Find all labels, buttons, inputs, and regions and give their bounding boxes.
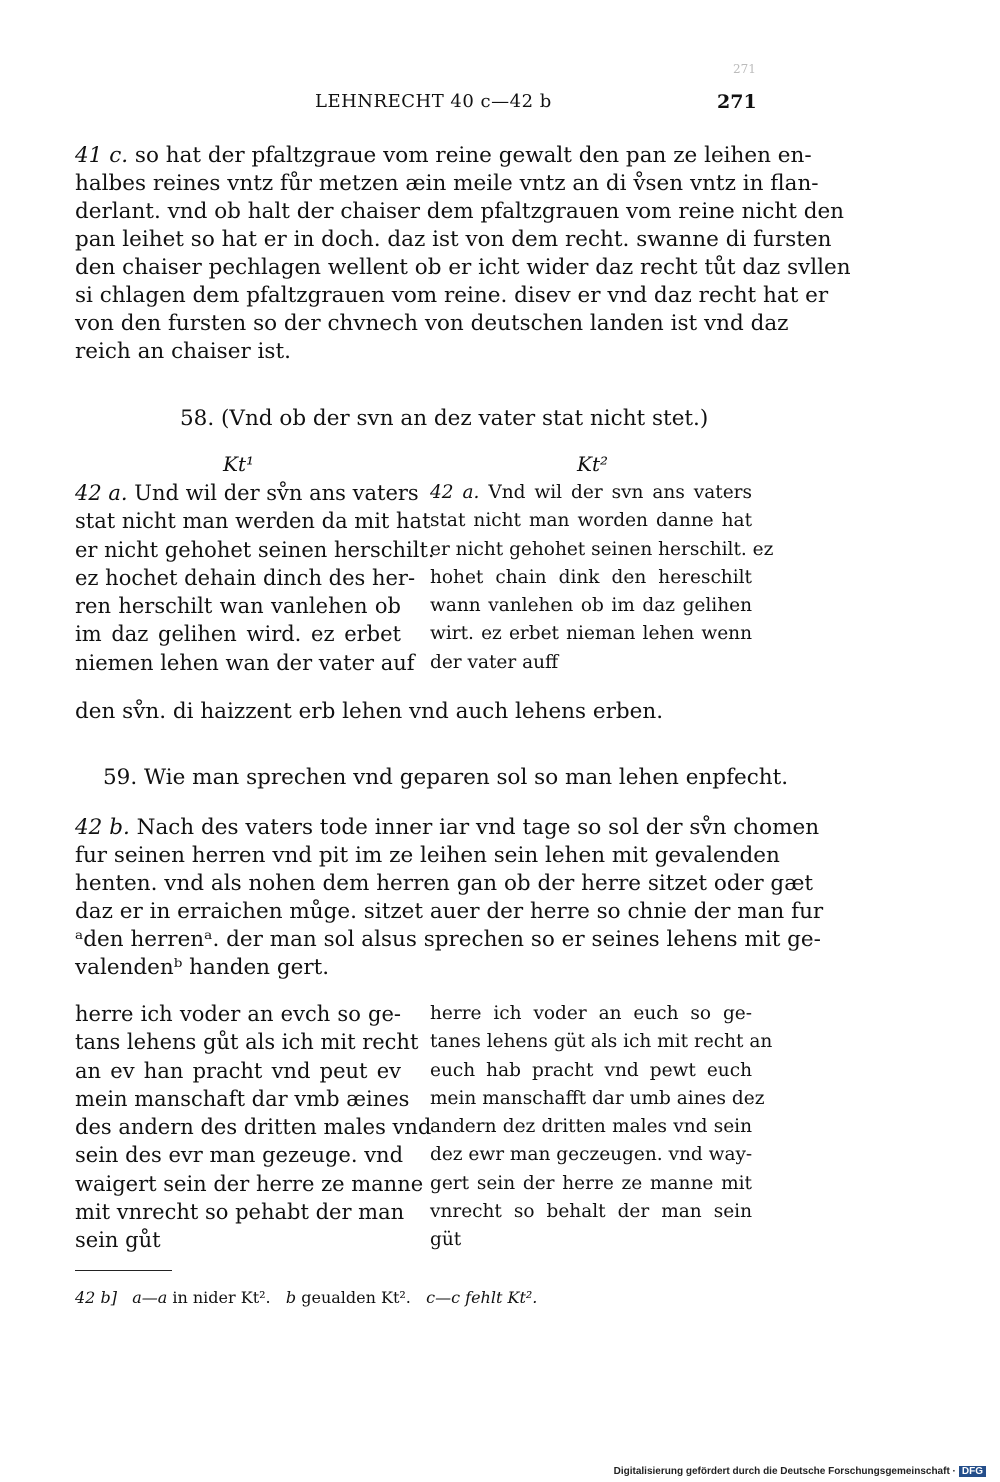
text-line: si chlagen dem pfaltzgrauen vom reine. disev er vnd daz recht hat er: [75, 283, 829, 308]
text-line: henten. vnd als nohen dem herren gan ob der herre sitzet oder gæt: [75, 871, 814, 896]
footnote-b-text: geualden Kt².: [296, 1288, 411, 1307]
text-line: 41 c. so hat der pfaltzgraue vom reine gewalt den pan ze leihen en-: [75, 143, 812, 168]
footnote-a-text: in nider Kt².: [167, 1288, 271, 1307]
text-line: reich an chaiser ist.: [75, 339, 291, 364]
siglum: 42 a.: [75, 481, 128, 505]
dfg-logo: DFG: [959, 1466, 986, 1477]
kt2-column-42a: 42 a. Vnd wil der svn ans vaters stat nicht man worden danne hat er nicht gehohet seinen herschilt. ez hohet chain dink den hereschilt wann vanlehen ob im daz gelihen wirt. ez erbet nieman lehen wenn der vater auff: [430, 482, 774, 673]
digitization-credit: Digitalisierung gefördert durch die Deutsche Forschungsgemeinschaft · DFG: [614, 1466, 986, 1477]
siglum: 41 c.: [75, 143, 129, 168]
corner-mark: 271: [733, 62, 756, 76]
kt2-column-42b: herre ich voder an euch so ge- tanes lehens güt als ich mit recht an euch hab pracht vnd pewt euch mein manschafft dar umb aines dez andern dez dritten males vnd sein dez ewr man geczeugen. vnd way- gert sein der herre ze manne mit vnrecht so behalt der man sein güt: [430, 1003, 773, 1251]
text-line: 42 b. Nach des vaters tode inner iar vnd tage so sol der sv̊n chomen: [75, 815, 820, 840]
footnote: [75, 1288, 537, 1307]
kt1-column-42a: 42 a. Und wil der sv̊n ans vaters stat nicht man werden da mit hat er nicht gehohet seinen herschilt. ez hochet dehain dinch des her- ren herschilt wan vanlehen ob im daz gelihen wird. ez erbet niemen lehen wan der vater auf: [75, 481, 435, 675]
footnote-ref: 42 b]: [75, 1288, 117, 1307]
text-line: derlant. vnd ob halt der chaiser dem pfaltzgrauen vom reine nicht den: [75, 199, 845, 224]
footnote-rule: [75, 1270, 172, 1271]
text-line: valendenᵇ handen gert.: [75, 955, 330, 980]
running-head: LEHNRECHT 40 c—42 b: [315, 91, 552, 112]
text-line: halbes reines vntz fůr metzen æin meile vntz an di v̊sen vntz in flan-: [75, 171, 819, 196]
kt2-label: Kt²: [577, 452, 608, 476]
text-line: den chaiser pechlagen wellent ob er icht wider daz recht tůt daz svllen: [75, 255, 851, 280]
text-line: fur seinen herren vnd pit im ze leihen sein lehen mit gevalenden: [75, 843, 780, 868]
text-line: daz er in erraichen můge. sitzet auer der herre so chnie der man fur: [75, 899, 824, 924]
text-line: ᵃden herrenᵃ. der man sol alsus sprechen so er seines lehens mit ge-: [75, 927, 821, 952]
page-number: 271: [717, 91, 757, 113]
kt1-label: Kt¹: [223, 452, 254, 476]
kt1-column-42b: herre ich voder an evch so ge- tans lehens gůt als ich mit recht an ev han pracht vnd peut ev mein manschaft dar vmb æines des andern des dritten males vnd sein des evr man gezeuge. vnd waigert sein der herre ze manne mit vnrecht so pehabt der man sein gůt: [75, 1002, 432, 1253]
section-heading-58: 58. (Vnd ob der svn an dez vater stat nicht stet.): [180, 406, 709, 431]
footnote-a-label: a—a: [132, 1288, 168, 1307]
siglum: 42 a.: [430, 482, 480, 503]
closing-line: den sv̊n. di haizzent erb lehen vnd auch lehens erben.: [75, 699, 664, 724]
text-line: von den fursten so der chvnech von deutschen landen ist vnd daz: [75, 311, 789, 336]
footnote-b-label: b: [285, 1288, 297, 1307]
text-line: pan leihet so hat er in doch. daz ist von dem recht. swanne di fursten: [75, 227, 832, 252]
siglum: 42 b.: [75, 815, 130, 840]
footnote-c: c—c fehlt Kt².: [426, 1288, 538, 1307]
section-heading-59: 59. Wie man sprechen vnd geparen sol so man lehen enpfecht.: [103, 765, 789, 790]
